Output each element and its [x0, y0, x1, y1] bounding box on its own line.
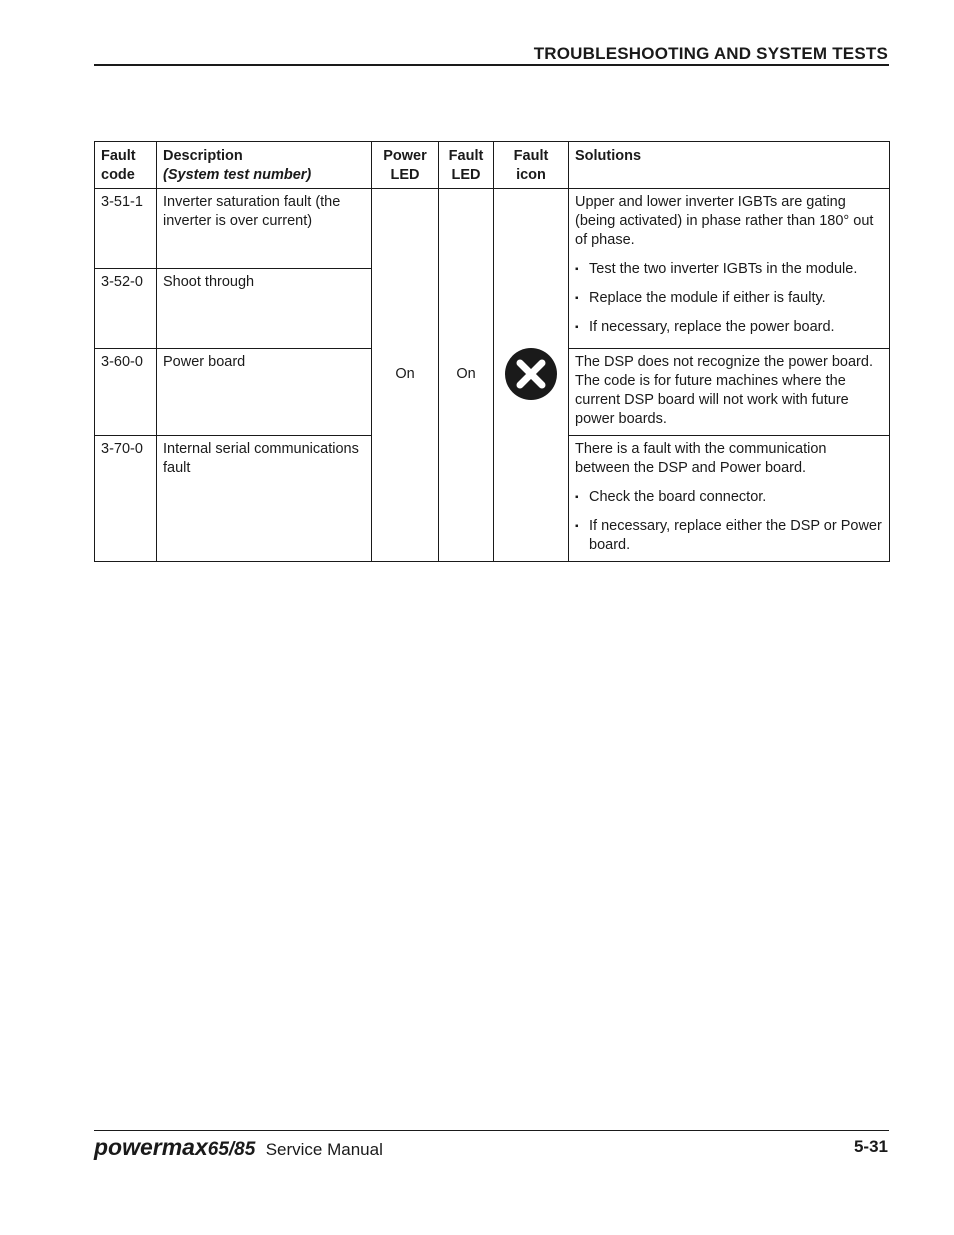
solution-bullets — [575, 488, 883, 555]
page-number: 5-31 — [853, 1137, 888, 1156]
table-header-row — [95, 142, 890, 189]
fault-code-table — [94, 141, 890, 562]
fault-led-cell: On — [439, 189, 494, 562]
fault-code-cell: 3-70-0 — [95, 436, 157, 562]
header-divider — [94, 64, 889, 66]
bullet-item: ▪ Check the board connector. — [575, 488, 883, 507]
brand-name: powermax — [94, 1134, 208, 1160]
description-cell: Shoot through — [157, 269, 372, 349]
fault-code-cell: 3-60-0 — [95, 349, 157, 436]
fault-icon-cell — [494, 189, 569, 562]
header-description: Description (System test number) — [157, 142, 372, 189]
solution-cell — [569, 349, 890, 436]
solution-text: The DSP does not recognize the power board. The code is for future machines where the current DSP board will not work with future power boards. — [575, 354, 873, 427]
description-cell: Power board — [157, 349, 372, 436]
solution-bullets — [575, 260, 883, 337]
solution-cell — [569, 189, 890, 349]
x-circle-icon — [504, 347, 558, 401]
description-cell: Inverter saturation fault (the inverter is over current) — [157, 189, 372, 269]
description-cell: Internal serial communications fault — [157, 436, 372, 562]
solution-cell — [569, 436, 890, 562]
bullet-item: ▪ Test the two inverter IGBTs in the module. — [575, 260, 883, 279]
power-led-cell: On — [372, 189, 439, 562]
solution-text: Upper and lower inverter IGBTs are gating (being activated) in phase rather than 180° out of phase. — [575, 194, 874, 248]
header-power-led: Power LED — [372, 142, 439, 189]
solution-text: There is a fault with the communication between the DSP and Power board. — [575, 441, 827, 476]
table-row — [95, 189, 890, 269]
footer-brand — [94, 1134, 383, 1161]
header-fault-led: Fault LED — [439, 142, 494, 189]
brand-model: 65/85 — [207, 1139, 256, 1160]
footer-divider — [94, 1130, 889, 1131]
header-fault-icon: Fault icon — [494, 142, 569, 189]
fault-code-cell: 3-51-1 — [95, 189, 157, 269]
manual-title: Service Manual — [265, 1140, 383, 1159]
section-title: TROUBLESHOOTING AND SYSTEM TESTS — [533, 44, 888, 63]
bullet-item: ▪ If necessary, replace either the DSP or Power board. — [575, 517, 883, 555]
fault-code-cell: 3-52-0 — [95, 269, 157, 349]
bullet-item: ▪ If necessary, replace the power board. — [575, 318, 883, 337]
header-fault-code: Fault code — [95, 142, 157, 189]
header-solutions: Solutions — [569, 142, 890, 189]
header-description-sub: (System test number) — [163, 167, 312, 183]
bullet-item: ▪ Replace the module if either is faulty. — [575, 289, 883, 308]
